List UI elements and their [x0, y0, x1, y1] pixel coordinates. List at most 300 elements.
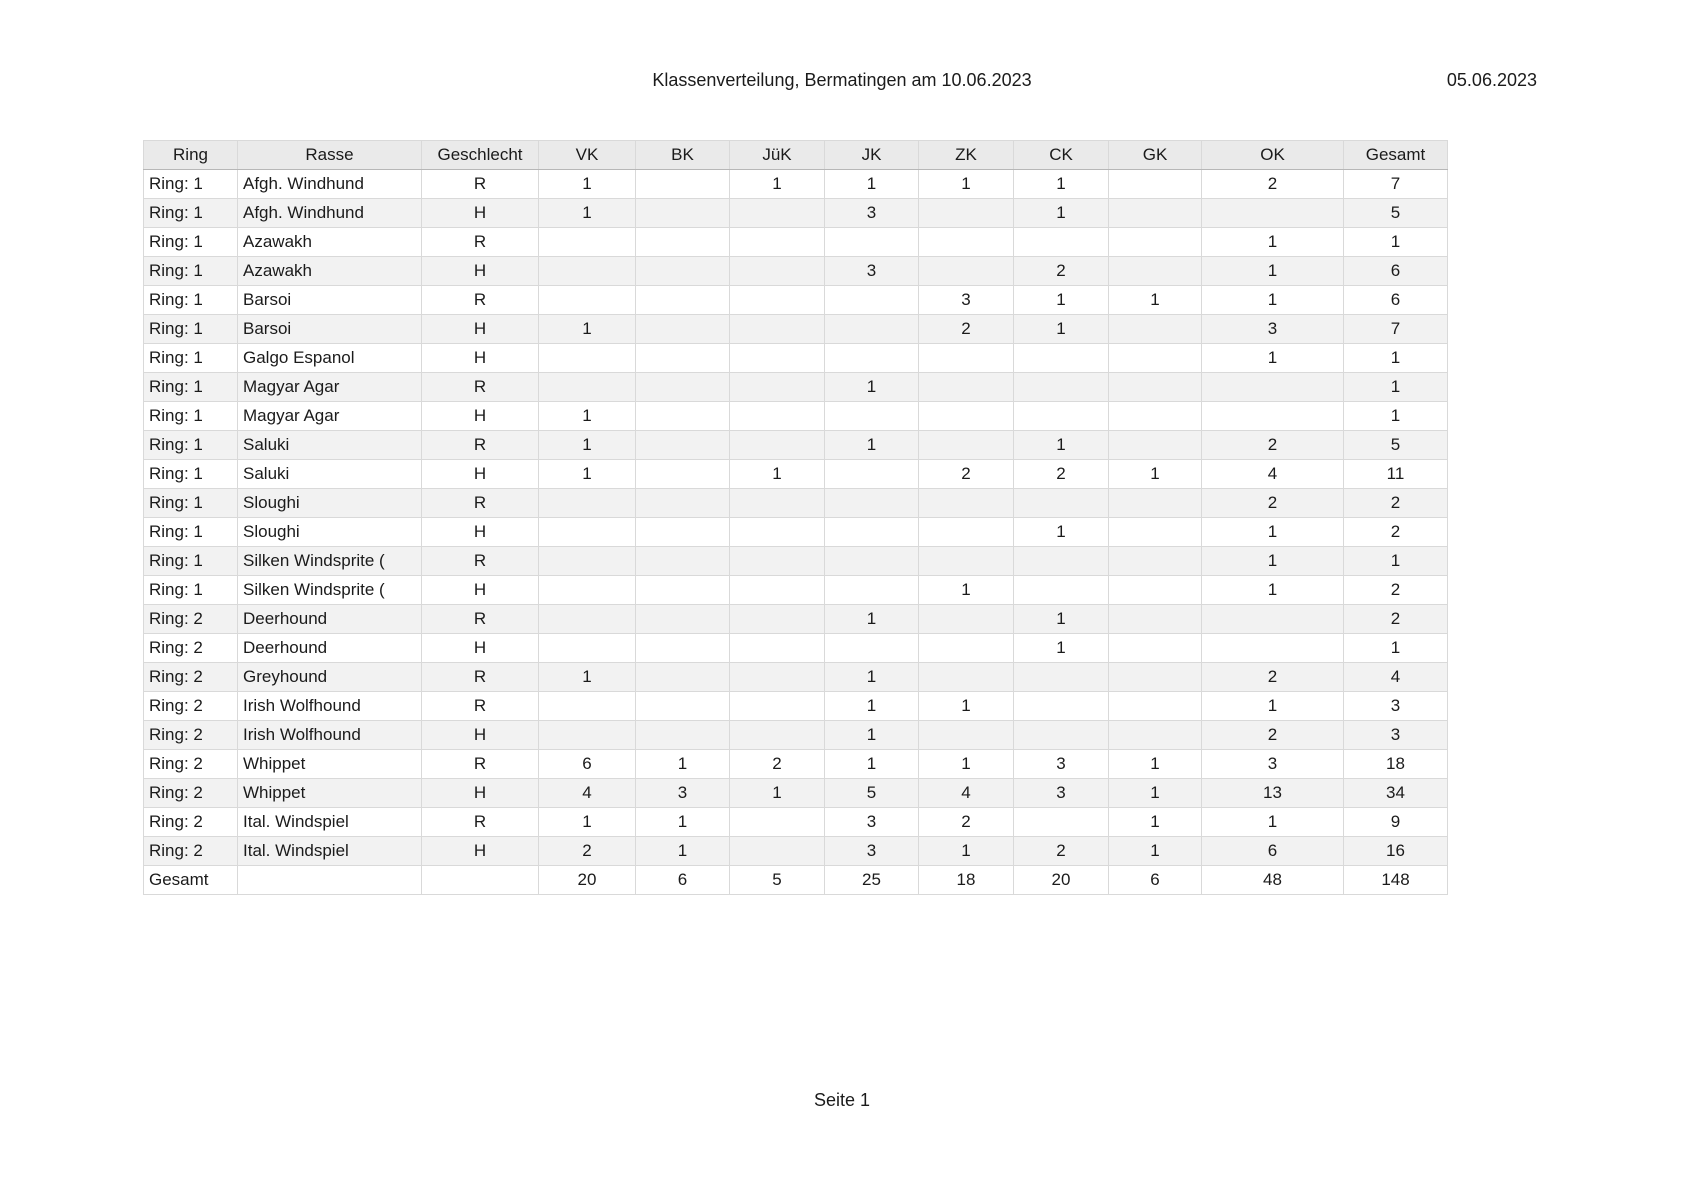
cell: 2 — [1202, 489, 1344, 518]
cell: 1 — [1344, 373, 1448, 402]
cell — [539, 605, 636, 634]
cell — [730, 576, 825, 605]
cell: 1 — [539, 431, 636, 460]
cell — [1109, 518, 1202, 547]
cell: 1 — [1014, 518, 1109, 547]
cell — [539, 228, 636, 257]
cell — [825, 547, 919, 576]
cell: H — [422, 837, 539, 866]
column-header-zk: ZK — [919, 141, 1014, 170]
cell: Sloughi — [238, 518, 422, 547]
cell: Galgo Espanol — [238, 344, 422, 373]
cell: Ring: 1 — [144, 489, 238, 518]
cell: Ring: 1 — [144, 547, 238, 576]
cell: R — [422, 431, 539, 460]
class-distribution-table — [143, 140, 1448, 895]
cell: 6 — [1202, 837, 1344, 866]
cell — [1109, 547, 1202, 576]
cell: R — [422, 489, 539, 518]
cell: 1 — [1109, 460, 1202, 489]
cell: Silken Windsprite ( — [238, 576, 422, 605]
cell: Ring: 1 — [144, 402, 238, 431]
cell: Deerhound — [238, 634, 422, 663]
cell: 5 — [825, 779, 919, 808]
column-header-geschlecht: Geschlecht — [422, 141, 539, 170]
cell: 1 — [919, 692, 1014, 721]
cell: 6 — [1109, 866, 1202, 895]
cell — [636, 547, 730, 576]
table-row — [144, 460, 1448, 489]
cell: Ring: 1 — [144, 170, 238, 199]
cell — [919, 228, 1014, 257]
cell: 1 — [1109, 750, 1202, 779]
cell — [730, 228, 825, 257]
cell: 1 — [1344, 547, 1448, 576]
table-row — [144, 518, 1448, 547]
cell — [1109, 315, 1202, 344]
cell — [1109, 692, 1202, 721]
cell: 2 — [1344, 518, 1448, 547]
cell: Magyar Agar — [238, 402, 422, 431]
column-header-ck: CK — [1014, 141, 1109, 170]
cell: 1 — [730, 460, 825, 489]
cell — [636, 721, 730, 750]
cell — [730, 837, 825, 866]
cell: 1 — [825, 692, 919, 721]
cell — [1014, 808, 1109, 837]
cell: 3 — [919, 286, 1014, 315]
cell: 3 — [1202, 315, 1344, 344]
cell — [730, 605, 825, 634]
cell: 1 — [919, 837, 1014, 866]
cell — [636, 228, 730, 257]
table-row — [144, 170, 1448, 199]
cell — [539, 576, 636, 605]
cell: 5 — [1344, 199, 1448, 228]
table-row — [144, 257, 1448, 286]
column-header-gk: GK — [1109, 141, 1202, 170]
cell — [730, 199, 825, 228]
cell: Ital. Windspiel — [238, 837, 422, 866]
cell — [919, 373, 1014, 402]
cell — [730, 489, 825, 518]
cell: 1 — [825, 431, 919, 460]
cell: 1 — [1014, 431, 1109, 460]
cell — [636, 257, 730, 286]
cell — [730, 634, 825, 663]
cell: Azawakh — [238, 257, 422, 286]
cell: 1 — [539, 460, 636, 489]
cell: 1 — [1344, 228, 1448, 257]
cell: Ring: 1 — [144, 228, 238, 257]
cell: Ring: 1 — [144, 286, 238, 315]
column-header-bk: BK — [636, 141, 730, 170]
cell: 6 — [636, 866, 730, 895]
cell — [1014, 721, 1109, 750]
cell: 20 — [1014, 866, 1109, 895]
cell: 1 — [825, 170, 919, 199]
table-row — [144, 315, 1448, 344]
cell — [1014, 663, 1109, 692]
cell: 1 — [539, 663, 636, 692]
cell — [539, 489, 636, 518]
cell — [825, 576, 919, 605]
cell: Ring: 2 — [144, 721, 238, 750]
cell: 1 — [1202, 547, 1344, 576]
cell — [919, 663, 1014, 692]
cell: R — [422, 808, 539, 837]
cell: 1 — [1109, 837, 1202, 866]
column-header-rasse: Rasse — [238, 141, 422, 170]
cell: 11 — [1344, 460, 1448, 489]
cell: R — [422, 228, 539, 257]
cell: 148 — [1344, 866, 1448, 895]
cell: 1 — [1202, 257, 1344, 286]
column-header-ok: OK — [1202, 141, 1344, 170]
cell: Barsoi — [238, 286, 422, 315]
cell — [730, 286, 825, 315]
cell: 18 — [1344, 750, 1448, 779]
cell: Ring: 1 — [144, 257, 238, 286]
cell — [825, 286, 919, 315]
table-header-row — [144, 141, 1448, 170]
cell — [825, 460, 919, 489]
cell: 3 — [1344, 692, 1448, 721]
cell — [825, 228, 919, 257]
cell: 3 — [1014, 779, 1109, 808]
cell — [1014, 489, 1109, 518]
cell: 1 — [1014, 170, 1109, 199]
table-row — [144, 779, 1448, 808]
cell — [539, 344, 636, 373]
cell: 1 — [1344, 634, 1448, 663]
cell: Afgh. Windhund — [238, 170, 422, 199]
cell — [825, 344, 919, 373]
document-date: 05.06.2023 — [1446, 70, 1537, 90]
cell: 6 — [539, 750, 636, 779]
cell — [636, 663, 730, 692]
cell: R — [422, 373, 539, 402]
table-row — [144, 750, 1448, 779]
table-row — [144, 344, 1448, 373]
cell: 1 — [919, 170, 1014, 199]
column-header-jk: JK — [825, 141, 919, 170]
cell: Ring: 2 — [144, 837, 238, 866]
column-header-ring: Ring — [144, 141, 238, 170]
cell: 4 — [539, 779, 636, 808]
cell: 6 — [1344, 286, 1448, 315]
cell: 4 — [1202, 460, 1344, 489]
cell — [1109, 228, 1202, 257]
cell: H — [422, 779, 539, 808]
cell — [636, 286, 730, 315]
cell: 2 — [919, 808, 1014, 837]
cell: 2 — [730, 750, 825, 779]
cell: 2 — [919, 315, 1014, 344]
cell — [1014, 228, 1109, 257]
cell — [539, 257, 636, 286]
cell: 1 — [1202, 808, 1344, 837]
cell — [539, 286, 636, 315]
cell — [1014, 402, 1109, 431]
cell — [825, 402, 919, 431]
cell: 1 — [825, 750, 919, 779]
cell: 2 — [1202, 721, 1344, 750]
cell — [1202, 199, 1344, 228]
cell: 1 — [1344, 402, 1448, 431]
cell — [919, 634, 1014, 663]
cell: Saluki — [238, 431, 422, 460]
cell: 1 — [1202, 692, 1344, 721]
table-row — [144, 634, 1448, 663]
cell: Ring: 2 — [144, 692, 238, 721]
cell: 1 — [1109, 286, 1202, 315]
table-row — [144, 228, 1448, 257]
cell — [539, 518, 636, 547]
cell — [636, 402, 730, 431]
cell — [636, 518, 730, 547]
cell: 1 — [636, 808, 730, 837]
cell: 1 — [1344, 344, 1448, 373]
cell: R — [422, 605, 539, 634]
cell: 2 — [1202, 431, 1344, 460]
cell: H — [422, 460, 539, 489]
cell — [1109, 402, 1202, 431]
cell: Barsoi — [238, 315, 422, 344]
cell — [1109, 721, 1202, 750]
cell: Ring: 1 — [144, 576, 238, 605]
cell — [636, 576, 730, 605]
cell: 2 — [1202, 170, 1344, 199]
cell — [825, 489, 919, 518]
table-row — [144, 489, 1448, 518]
cell: 1 — [539, 199, 636, 228]
cell: Deerhound — [238, 605, 422, 634]
cell — [919, 518, 1014, 547]
cell: Ring: 2 — [144, 663, 238, 692]
cell: 6 — [1344, 257, 1448, 286]
cell — [1109, 344, 1202, 373]
cell: 3 — [825, 837, 919, 866]
cell: Saluki — [238, 460, 422, 489]
column-header-vk: VK — [539, 141, 636, 170]
cell: 2 — [1344, 605, 1448, 634]
cell — [636, 460, 730, 489]
cell: 2 — [919, 460, 1014, 489]
cell: Ring: 2 — [144, 634, 238, 663]
cell: 16 — [1344, 837, 1448, 866]
cell — [1202, 605, 1344, 634]
table-row — [144, 373, 1448, 402]
cell: 34 — [1344, 779, 1448, 808]
cell — [636, 605, 730, 634]
cell: 1 — [730, 170, 825, 199]
cell — [919, 489, 1014, 518]
cell — [422, 866, 539, 895]
cell — [730, 373, 825, 402]
column-header-gesamt: Gesamt — [1344, 141, 1448, 170]
cell: Gesamt — [144, 866, 238, 895]
cell — [636, 431, 730, 460]
cell — [730, 344, 825, 373]
cell — [919, 257, 1014, 286]
cell — [1109, 489, 1202, 518]
cell: H — [422, 721, 539, 750]
cell — [730, 721, 825, 750]
cell: H — [422, 199, 539, 228]
cell — [1109, 373, 1202, 402]
cell: Ring: 1 — [144, 431, 238, 460]
cell: Ring: 1 — [144, 315, 238, 344]
cell — [1109, 663, 1202, 692]
cell — [636, 634, 730, 663]
cell: Greyhound — [238, 663, 422, 692]
table-row — [144, 692, 1448, 721]
cell: 5 — [730, 866, 825, 895]
cell: R — [422, 750, 539, 779]
cell: Whippet — [238, 750, 422, 779]
cell — [825, 634, 919, 663]
cell: 1 — [1014, 286, 1109, 315]
cell: Ring: 1 — [144, 344, 238, 373]
cell: 2 — [1344, 489, 1448, 518]
cell — [636, 344, 730, 373]
cell — [1109, 634, 1202, 663]
cell: 1 — [825, 373, 919, 402]
cell — [1014, 576, 1109, 605]
table-row — [144, 286, 1448, 315]
cell: Ring: 1 — [144, 373, 238, 402]
cell: Whippet — [238, 779, 422, 808]
cell: 2 — [1014, 257, 1109, 286]
cell — [1014, 547, 1109, 576]
table-row — [144, 808, 1448, 837]
cell: 13 — [1202, 779, 1344, 808]
cell — [730, 518, 825, 547]
cell: Silken Windsprite ( — [238, 547, 422, 576]
cell: 2 — [1014, 837, 1109, 866]
cell: Afgh. Windhund — [238, 199, 422, 228]
cell: Ring: 2 — [144, 779, 238, 808]
cell — [1109, 605, 1202, 634]
cell — [1202, 402, 1344, 431]
cell: 1 — [1202, 344, 1344, 373]
cell: 2 — [539, 837, 636, 866]
total-row — [144, 866, 1448, 895]
cell: H — [422, 402, 539, 431]
cell: 1 — [539, 315, 636, 344]
cell — [636, 170, 730, 199]
cell: Azawakh — [238, 228, 422, 257]
table-row — [144, 721, 1448, 750]
cell — [1109, 576, 1202, 605]
cell: Ring: 2 — [144, 808, 238, 837]
cell — [636, 373, 730, 402]
cell: 7 — [1344, 170, 1448, 199]
cell — [919, 344, 1014, 373]
cell — [539, 692, 636, 721]
table-row — [144, 402, 1448, 431]
table-row — [144, 547, 1448, 576]
cell: Ring: 1 — [144, 460, 238, 489]
cell — [238, 866, 422, 895]
cell: 1 — [1014, 199, 1109, 228]
cell: Irish Wolfhound — [238, 721, 422, 750]
cell — [539, 547, 636, 576]
cell — [1202, 634, 1344, 663]
cell: Ital. Windspiel — [238, 808, 422, 837]
cell — [919, 605, 1014, 634]
cell: 1 — [1014, 315, 1109, 344]
table-row — [144, 663, 1448, 692]
cell: 1 — [1202, 576, 1344, 605]
table-row — [144, 837, 1448, 866]
cell: 1 — [919, 576, 1014, 605]
cell: 48 — [1202, 866, 1344, 895]
cell — [730, 808, 825, 837]
cell: Sloughi — [238, 489, 422, 518]
cell — [919, 431, 1014, 460]
cell: 1 — [1109, 808, 1202, 837]
cell — [1014, 692, 1109, 721]
column-header-j-k: JüK — [730, 141, 825, 170]
cell: 1 — [919, 750, 1014, 779]
cell: Magyar Agar — [238, 373, 422, 402]
cell — [730, 315, 825, 344]
cell — [730, 692, 825, 721]
cell — [919, 402, 1014, 431]
cell — [730, 257, 825, 286]
cell: 9 — [1344, 808, 1448, 837]
cell: 3 — [636, 779, 730, 808]
cell: 1 — [825, 721, 919, 750]
cell: Ring: 2 — [144, 750, 238, 779]
table-row — [144, 605, 1448, 634]
cell: R — [422, 692, 539, 721]
cell: H — [422, 344, 539, 373]
cell: R — [422, 547, 539, 576]
cell: 2 — [1344, 576, 1448, 605]
cell: 1 — [1202, 286, 1344, 315]
cell: 1 — [539, 170, 636, 199]
cell: 1 — [1202, 518, 1344, 547]
cell: 1 — [825, 663, 919, 692]
cell — [730, 431, 825, 460]
cell — [1014, 344, 1109, 373]
cell: 1 — [730, 779, 825, 808]
cell: 1 — [636, 837, 730, 866]
cell: H — [422, 315, 539, 344]
cell — [1109, 199, 1202, 228]
cell: 4 — [919, 779, 1014, 808]
cell — [730, 547, 825, 576]
cell — [636, 199, 730, 228]
cell — [825, 315, 919, 344]
cell: H — [422, 634, 539, 663]
cell: 3 — [825, 808, 919, 837]
cell: Ring: 1 — [144, 199, 238, 228]
cell: 5 — [1344, 431, 1448, 460]
cell: H — [422, 257, 539, 286]
cell: 1 — [539, 808, 636, 837]
table-row — [144, 199, 1448, 228]
table-row — [144, 576, 1448, 605]
cell: Ring: 2 — [144, 605, 238, 634]
cell: 1 — [1202, 228, 1344, 257]
cell: Ring: 1 — [144, 518, 238, 547]
cell: 1 — [1109, 779, 1202, 808]
cell: Irish Wolfhound — [238, 692, 422, 721]
